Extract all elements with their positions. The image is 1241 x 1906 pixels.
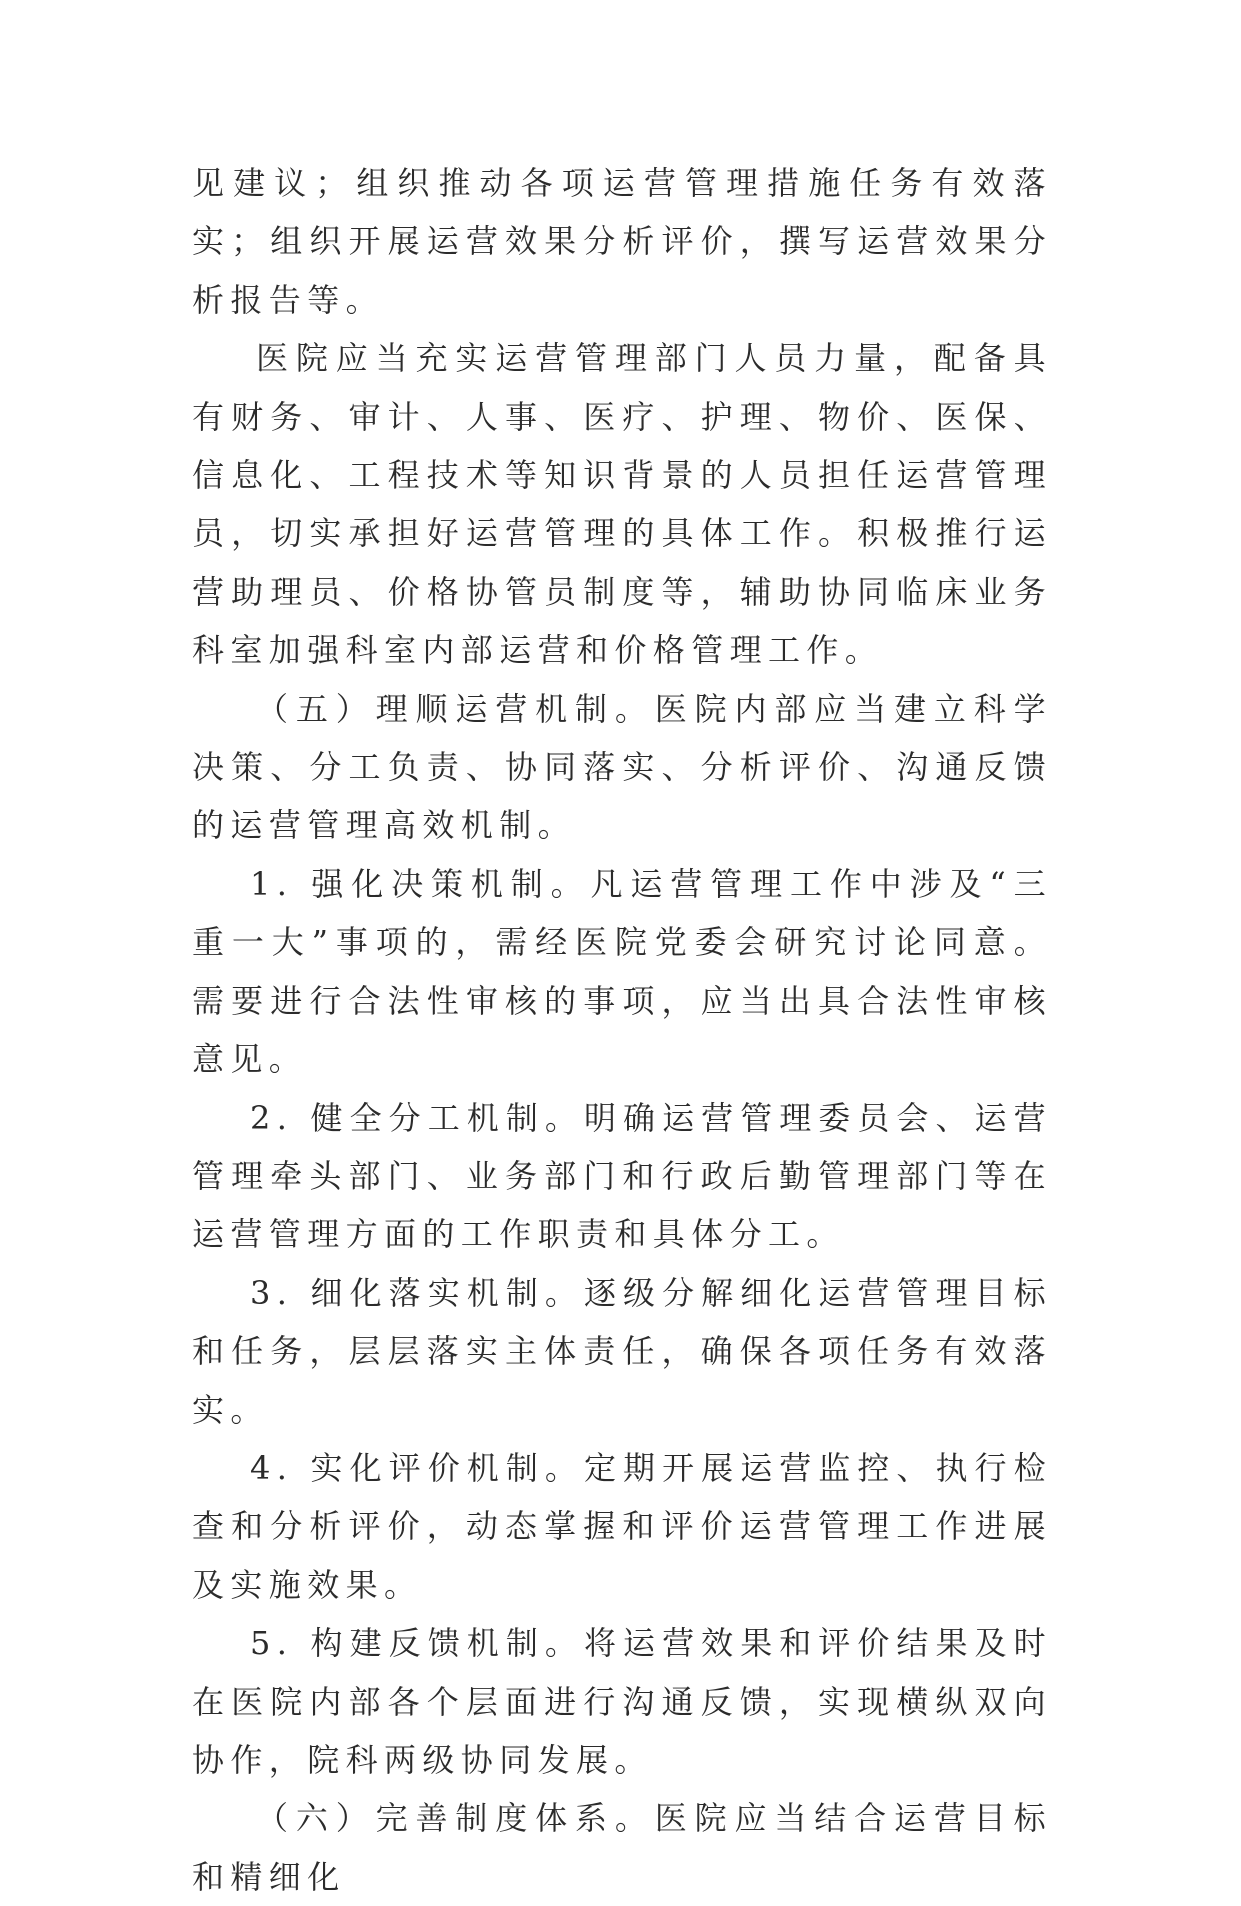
paragraph-item-2: 2. 健全分工机制。明确运营管理委员会、运营管理牵头部门、业务部门和行政后勤管理部门等在运营管理方面的工作职责和具体分工。: [192, 1098, 1052, 1254]
document-body: [192, 154, 1052, 1906]
paragraph-staffing: 医院应当充实运营管理部门人员力量，配备具有财务、审计、人事、医疗、护理、物价、医保、信息化、工程技术等知识背景的人员担任运营管理员，切实承担好运营管理的具体工作。积极推行运营助理员、价格协管员制度等，辅助协同临床业务科室加强科室内部运营和价格管理工作。: [192, 339, 1052, 670]
paragraph-section-six: （六）完善制度体系。医院应当结合运营目标和精细化: [192, 1799, 1052, 1896]
paragraph-item-3: 3. 细化落实机制。逐级分解细化运营管理目标和任务，层层落实主体责任，确保各项任务有效落实。: [192, 1273, 1052, 1429]
paragraph-section-five: （五）理顺运营机制。医院内部应当建立科学决策、分工负责、协同落实、分析评价、沟通反馈的运营管理高效机制。: [192, 689, 1052, 845]
paragraph-item-5: 5. 构建反馈机制。将运营效果和评价结果及时在医院内部各个层面进行沟通反馈，实现横纵双向协作，院科两级协同发展。: [192, 1624, 1052, 1779]
paragraph-item-1: 1. 强化决策机制。凡运营管理工作中涉及“三重一大”事项的，需经医院党委会研究讨论同意。需要进行合法性审核的事项，应当出具合法性审核意见。: [192, 864, 1052, 1079]
paragraph-item-4: 4. 实化评价机制。定期开展运营监控、执行检查和分析评价，动态掌握和评价运营管理工作进展及实施效果。: [192, 1448, 1052, 1604]
paragraph-continued: 见建议；组织推动各项运营管理措施任务有效落实；组织开展运营效果分析评价，撰写运营效果分析报告等。: [192, 164, 1052, 319]
